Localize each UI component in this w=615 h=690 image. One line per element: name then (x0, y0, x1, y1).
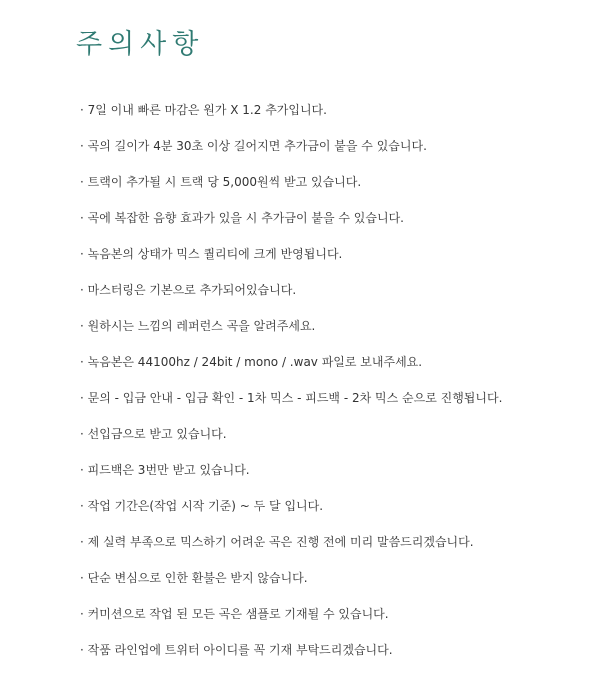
notice-item: · 원하시는 느낌의 레퍼런스 곡을 알려주세요. (80, 319, 316, 333)
notice-list (80, 100, 502, 676)
notice-item: · 트랙이 추가될 시 트랙 당 5,000원씩 받고 있습니다. (80, 175, 362, 189)
notice-item: · 곡의 길이가 4분 30초 이상 길어지면 추가금이 붙을 수 있습니다. (80, 139, 427, 153)
notice-item: · 7일 이내 빠른 마감은 원가 X 1.2 추가입니다. (80, 103, 327, 117)
notice-item: · 피드백은 3번만 받고 있습니다. (80, 463, 250, 477)
notice-item: · 마스터링은 기본으로 추가되어있습니다. (80, 283, 297, 297)
notice-item: · 작업 기간은(작업 시작 기준) ~ 두 달 입니다. (80, 499, 324, 513)
notice-item: · 단순 변심으로 인한 환불은 받지 않습니다. (80, 571, 308, 585)
notice-item: · 제 실력 부족으로 믹스하기 어려운 곡은 진행 전에 미리 말씀드리겠습니다. (80, 535, 474, 549)
notice-item: · 커미션으로 작업 된 모든 곡은 샘플로 기재될 수 있습니다. (80, 607, 389, 621)
notice-item: · 문의 - 입금 안내 - 입금 확인 - 1차 믹스 - 피드백 - 2차 믹스 순으로 진행됩니다. (80, 391, 503, 405)
notice-item: · 작품 라인업에 트위터 아이디를 꼭 기재 부탁드리겠습니다. (80, 643, 393, 657)
notice-item: · 녹음본의 상태가 믹스 퀄리티에 크게 반영됩니다. (80, 247, 343, 261)
notice-item: · 선입금으로 받고 있습니다. (80, 427, 227, 441)
page-title: 주의사항 (76, 29, 205, 60)
notice-item: · 녹음본은 44100hz / 24bit / mono / .wav 파일로 보내주세요. (80, 355, 423, 369)
notice-item: · 곡에 복잡한 음향 효과가 있을 시 추가금이 붙을 수 있습니다. (80, 211, 404, 225)
